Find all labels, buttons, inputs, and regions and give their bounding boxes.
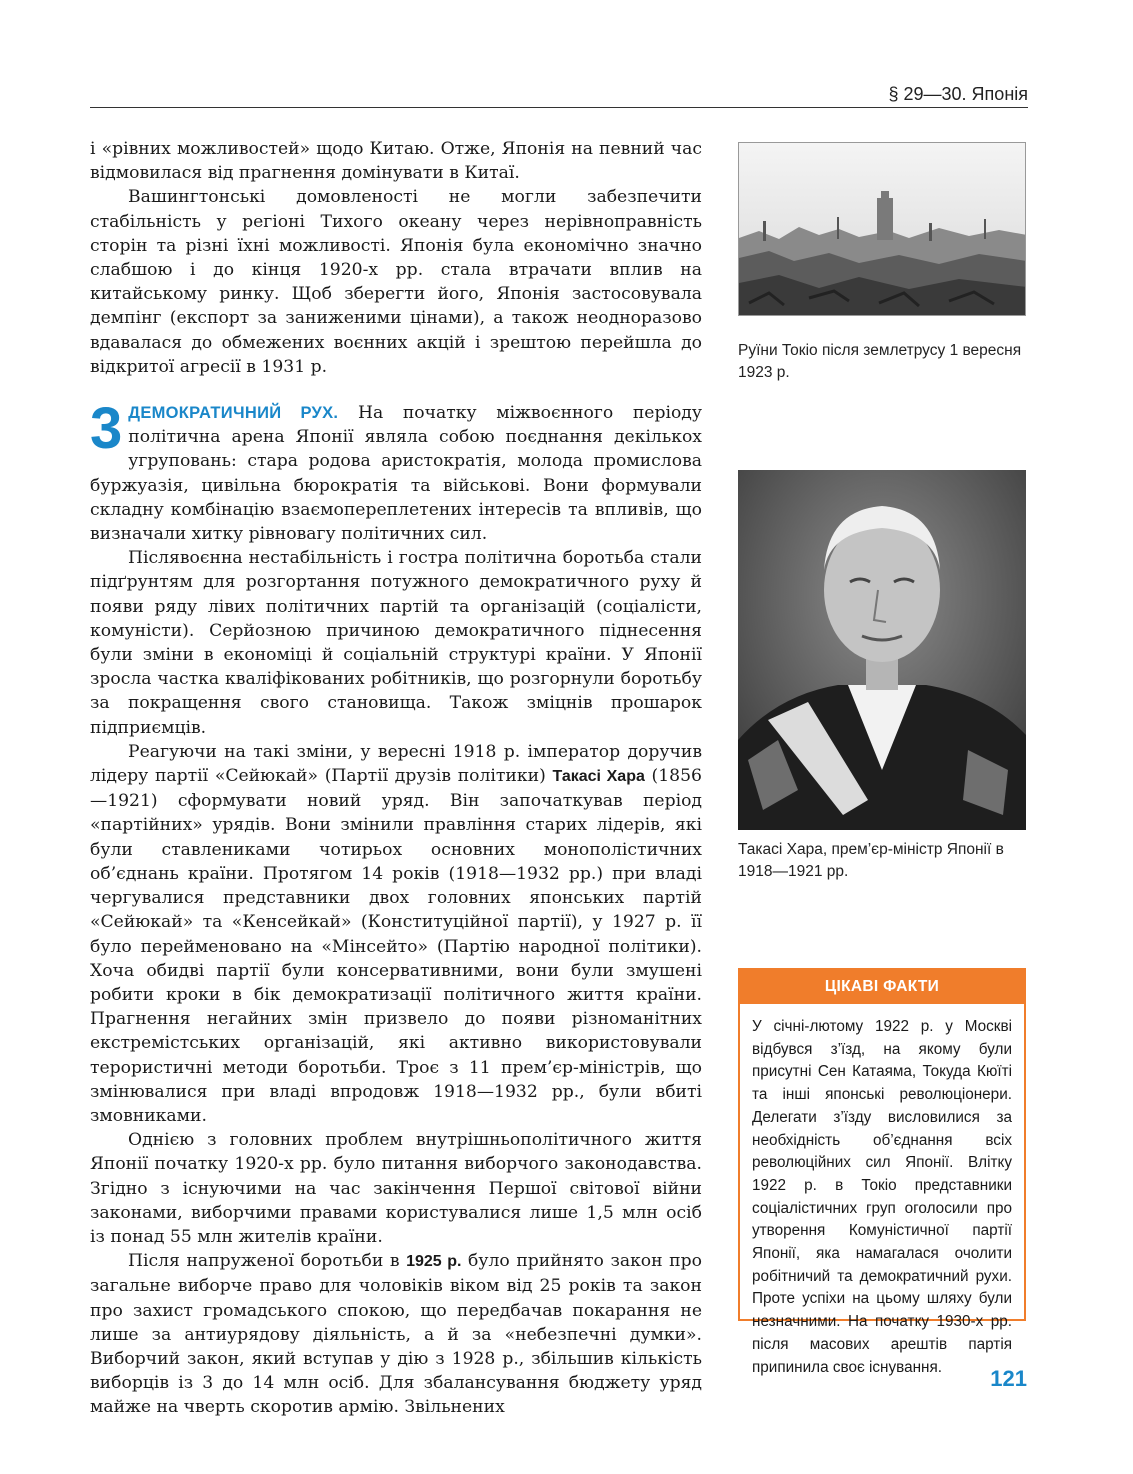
- tokyo-ruins-photo: [738, 142, 1026, 316]
- paragraph-2: Вашингтонські домовленості не могли забезпечити стабільність у регіоні Тихого океану через нерівноправність сторін та різні їхні можливості. Японія була економічно значно слабшою і до кінця 1920-х рр. стала втрачати вплив на китайському ринку. Щоб зберегти його, Японія застосовувала демпінг (експорт за заниженими цінами), а також неодноразово вдавалася до обмежених воєнних акцій і зрештою перейшла до відкритої агресії в 1931 р.: [90, 187, 702, 377]
- paragraph-5: [90, 740, 702, 1128]
- takashi-hara-portrait: [738, 470, 1026, 830]
- paragraph-7-end: було прийнято закон про загальне виборче право для чоловіків віком від 25 років та закон про захист громадського спокою, що передбачав покарання не лише за антиурядову діяльність, а й за «небезпечні думки». Виборчий закон, який вступав у дію з 1928 р., збільшив кількість виборців із 3 до 14 млн осіб. Для збалансування бюджету уряд майже на чверть скоротив армію. Звільнених: [90, 1251, 702, 1418]
- paragraph-6: Однією з головних проблем внутрішньополітичного життя Японії початку 1920-х рр. було питання виборчого законодавства. Згідно з існуючими на час закінчення Першої світової війни законами, виборчими правами користувалися лише 1,5 млн осіб із понад 55 млн жителів країни.: [90, 1130, 702, 1247]
- section-number: 3: [90, 396, 123, 462]
- main-text-column: [90, 137, 702, 1420]
- paragraph-3: На початку міжвоєнного періоду політична арена Японії являла собою поєднання декількох угруповань: стара родова аристократія, молода промислова буржуазія, цивільна бюрократія та військові. Вони формували складну комбінацію взаємопереплетених інтересів та впливів, що визначали хитку рівновагу політичних сил.: [90, 403, 702, 545]
- page-number: 121: [990, 1366, 1027, 1391]
- year-highlight: 1925 р.: [406, 1253, 462, 1271]
- portrait-image: [738, 470, 1026, 830]
- section-heading: ДЕМОКРАТИЧНИЙ РУХ.: [128, 404, 339, 423]
- section-3-paragraph: [90, 396, 702, 546]
- photo-caption-portrait: Такасі Хара, прем’єр-міністр Японії в 1918—1921 рр.: [738, 841, 1004, 880]
- paragraph-5-end: (1856—1921) сформувати новий уряд. Він започаткував період «партійних» урядів. Вони змінили правління старих лідерів, які були ставлениками чотирьох основних монополістичних об’єднань країни. Протягом 14 років (1918—1932 рр.) при владі чергувалися представники двох головних японських партій «Сейюкай» та «Кенсейкай» (Конституційної партії), у 1927 р. її було перейменовано на «Мінсейто» (Партію народної політики). Хоча обидві партії були консервативними, вони були змушені робити кроки в бік демократизації політичного життя країни. Прагнення негайних змін призвело до появи різноманітних екстремістських організацій, які активно використовували терористичні методи боротьби. Троє з 11 прем’єр-міністрів, що змінювалися при владі впродовж 1918—1932 рр., були вбиті змовниками.: [90, 766, 702, 1126]
- paragraph-5-start: Реагуючи на такі зміни, у вересні 1918 р. імператор доручив лідеру партії «Сейюкай» (Партії друзів політики): [90, 741, 702, 787]
- paragraph-7: [90, 1249, 702, 1419]
- facts-heading: ЦІКАВІ ФАКТИ: [740, 970, 1024, 1004]
- photo-caption-ruins: Руїни Токіо після землетрусу 1 вересня 1923 р.: [738, 342, 1022, 381]
- facts-text: У січні-лютому 1922 р. у Москві відбувся з’їзд, на якому були присутні Сен Катаяма, Токуда Кюїті та інші японські революціонери. Делегати з’їзду висловилися за необхідність об’єднання всіх революційних сил Японії. Влітку 1922 р. в Токіо представники соціалістичних груп оголосили про утворення Комуністичної партії Японії, яка намагалася очолити робітничий та демократичний рухи. Проте успіхи на цьому шляху були незначними. На початку 1930-х рр. після масових арештів партія припинила своє існування.: [752, 1018, 1012, 1376]
- paragraph-7-start: Після напруженої боротьби в: [128, 1251, 407, 1272]
- tokyo-ruins-image: [739, 143, 1026, 316]
- paragraph-1: і «рівних можливостей» щодо Китаю. Отже, Японія на певний час відмовилася від прагнення домінувати в Китаї.: [90, 139, 702, 184]
- interesting-facts-box: [738, 968, 1026, 1376]
- header-rule: [90, 107, 1028, 108]
- running-header: § 29—30. Японія: [888, 84, 1028, 104]
- person-name-highlight: Такасі Хара: [552, 768, 645, 786]
- paragraph-4: Післявоєнна нестабільність і гостра політична боротьба стали підґрунтям для розгортання потужного демократичного руху й появи ряду лівих політичних партій та організацій (соціалісти, комуністи). Серйозною причиною демократичного піднесення були зміни в економіці й соціальній структурі країни. У Японії зросла частка кваліфікованих робітників, що розгорнули боротьбу за покращення свого становища. Також зміцнів прошарок підприємців.: [90, 548, 702, 738]
